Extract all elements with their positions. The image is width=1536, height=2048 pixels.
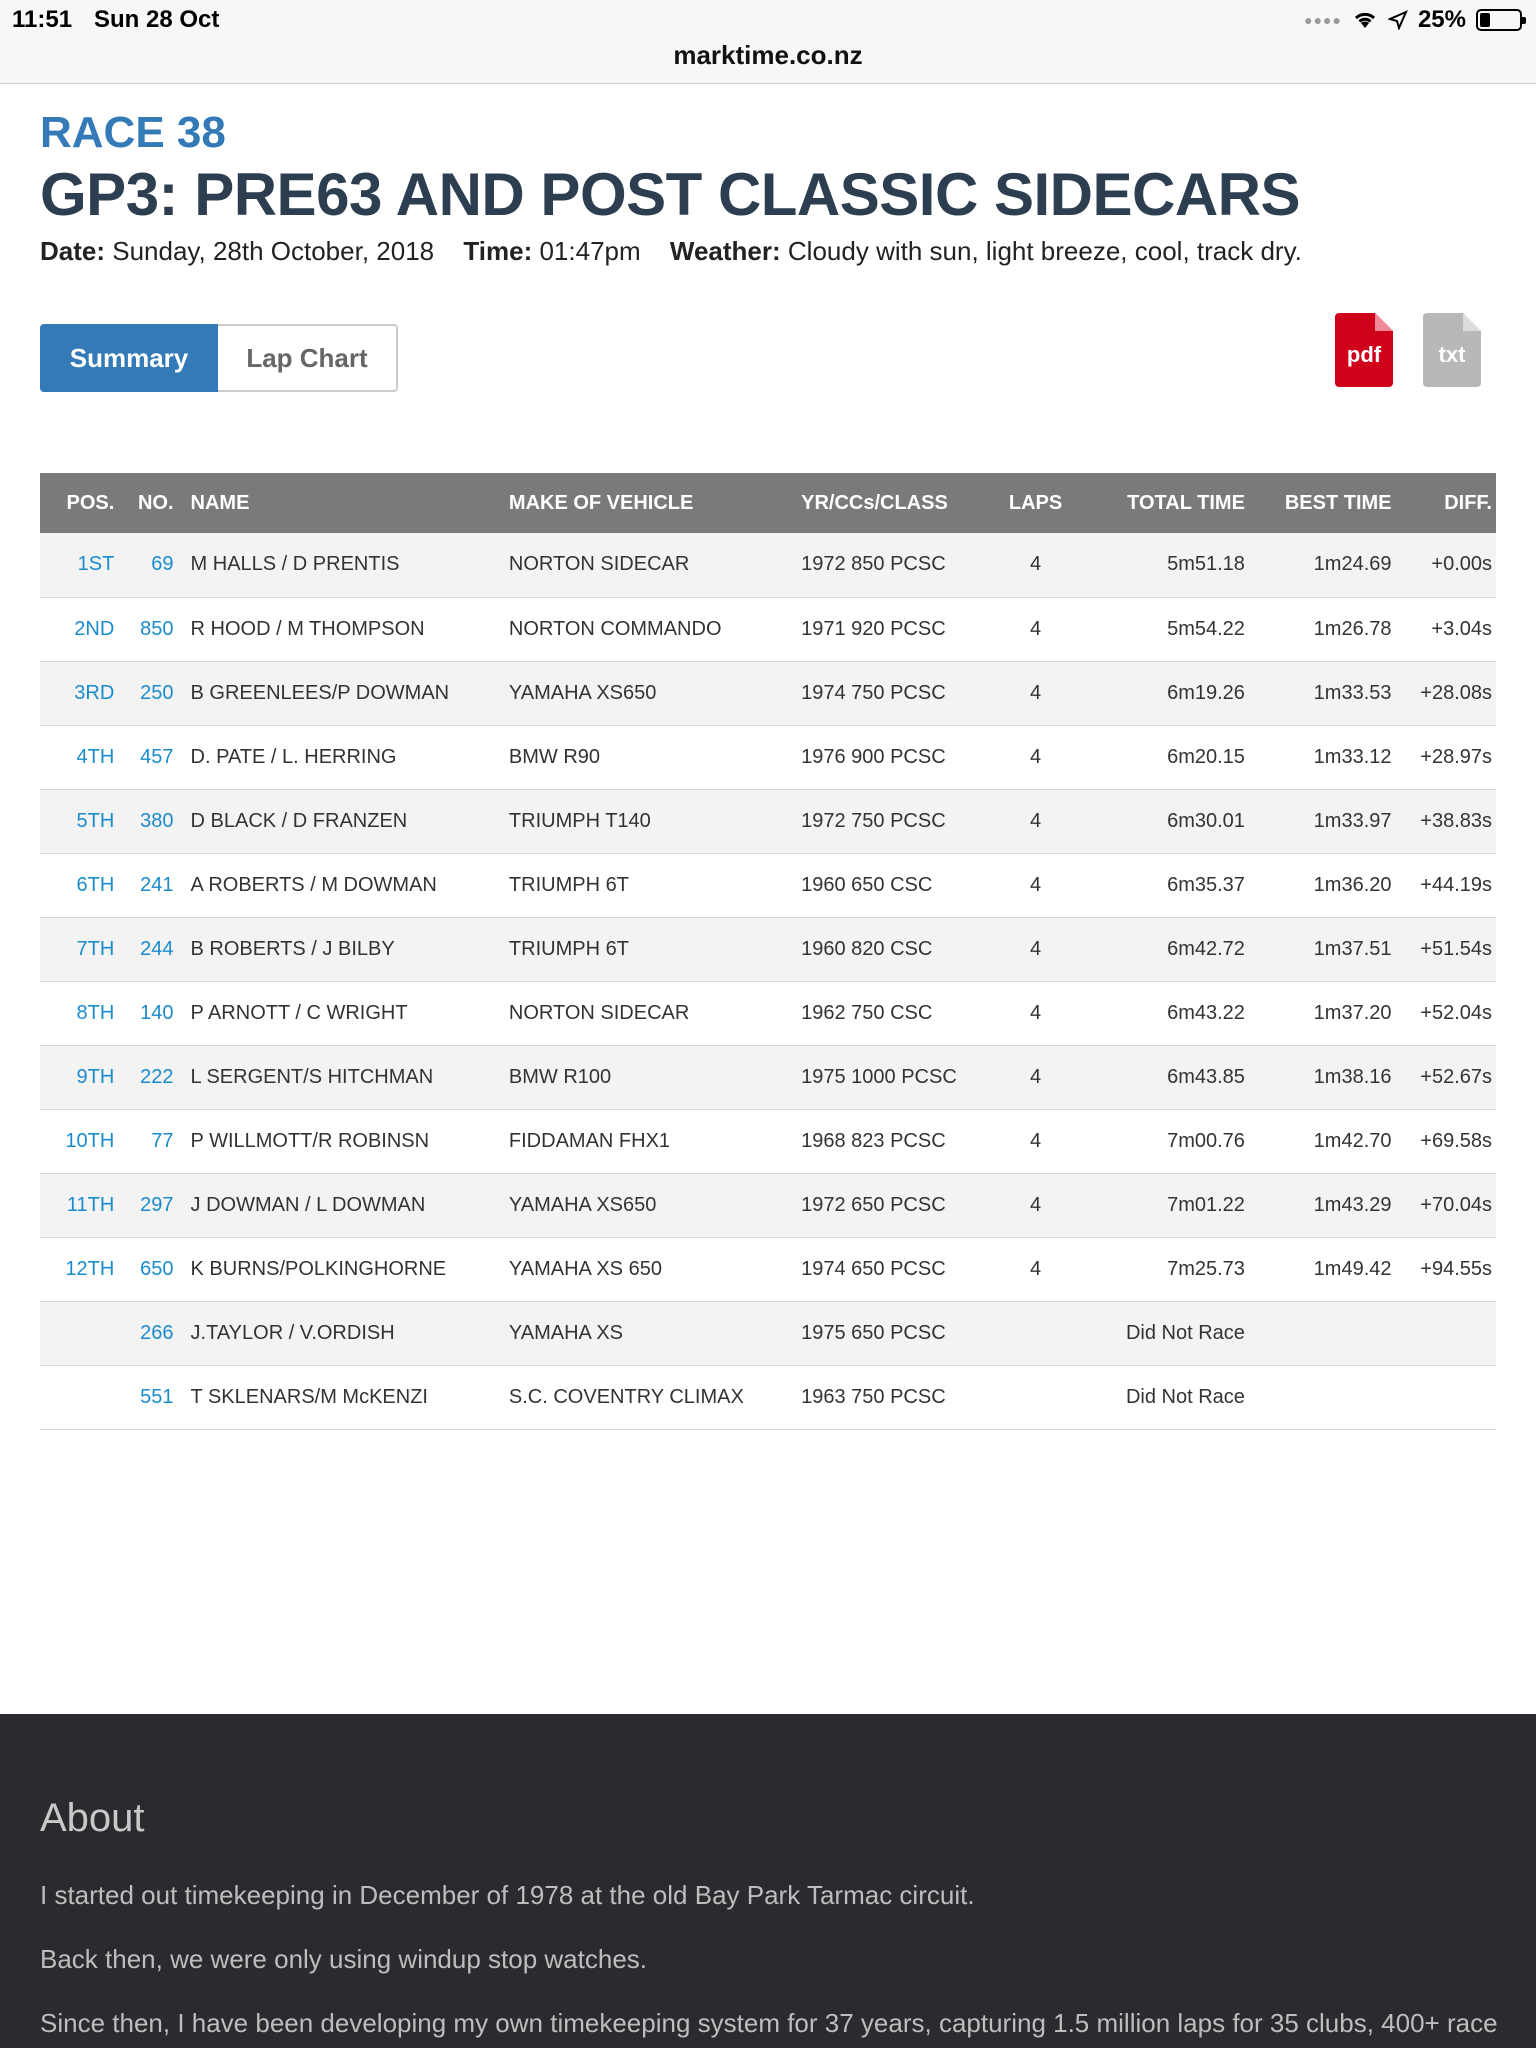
table-row[interactable] — [40, 1173, 1496, 1237]
header-class[interactable]: YR/CCs/CLASS — [801, 491, 948, 514]
cell-no: 457 — [114, 725, 173, 789]
address-bar[interactable] — [0, 40, 1536, 84]
cell-class: 1963 750 PCSC — [801, 1365, 997, 1429]
cell-laps: 4 — [997, 917, 1074, 981]
cell-pos: 12TH — [40, 1237, 114, 1301]
cell-best-time: 1m37.20 — [1245, 981, 1392, 1045]
cell-name-link[interactable]: P WILLMOTT/R ROBINSN — [174, 1109, 509, 1173]
cell-diff: +28.97s — [1392, 725, 1496, 789]
cell-diff: +52.67s — [1392, 1045, 1496, 1109]
header-no[interactable]: NO. — [137, 491, 174, 514]
cell-name-link[interactable]: B ROBERTS / J BILBY — [174, 917, 509, 981]
cell-pos — [40, 1365, 114, 1429]
cell-diff: +28.08s — [1392, 661, 1496, 725]
cell-diff: +44.19s — [1392, 853, 1496, 917]
cell-laps: 4 — [997, 597, 1074, 661]
cell-total-time: Did Not Race — [1074, 1365, 1245, 1429]
status-bar — [0, 0, 1536, 40]
tab-lap-chart[interactable]: Lap Chart — [218, 324, 398, 392]
cell-make: BMW R100 — [509, 1045, 801, 1109]
cell-laps: 4 — [997, 1237, 1074, 1301]
battery-level — [1480, 13, 1490, 27]
cell-pos: 8TH — [40, 981, 114, 1045]
cell-make: TRIUMPH 6T — [509, 917, 801, 981]
cell-diff: +38.83s — [1392, 789, 1496, 853]
cell-name-link[interactable]: K BURNS/POLKINGHORNE — [174, 1237, 509, 1301]
cell-make: TRIUMPH 6T — [509, 853, 801, 917]
cell-pos — [40, 1301, 114, 1365]
cell-pos: 3RD — [40, 661, 114, 725]
cell-make: NORTON SIDECAR — [509, 533, 801, 597]
cell-class: 1972 650 PCSC — [801, 1173, 997, 1237]
race-number: RACE 38 — [40, 108, 226, 157]
table-row[interactable] — [40, 917, 1496, 981]
cell-no: 850 — [114, 597, 173, 661]
cell-total-time: 6m30.01 — [1074, 789, 1245, 853]
cell-best-time — [1245, 1301, 1392, 1365]
header-laps[interactable]: LAPS — [1008, 491, 1063, 514]
table-row[interactable] — [40, 725, 1496, 789]
cell-laps: 4 — [997, 789, 1074, 853]
cell-class: 1960 650 CSC — [801, 853, 997, 917]
battery-percent: 25% — [1417, 6, 1466, 33]
wifi-icon — [1352, 10, 1378, 30]
cell-make: NORTON COMMANDO — [509, 597, 801, 661]
cell-best-time: 1m26.78 — [1245, 597, 1392, 661]
cell-class: 1974 650 PCSC — [801, 1237, 997, 1301]
cell-diff: +51.54s — [1392, 917, 1496, 981]
cell-class: 1974 750 PCSC — [801, 661, 997, 725]
cell-make: YAMAHA XS650 — [509, 1173, 801, 1237]
cell-laps: 4 — [997, 981, 1074, 1045]
cell-class: 1960 820 CSC — [801, 917, 997, 981]
table-row[interactable] — [40, 1045, 1496, 1109]
cell-pos: 6TH — [40, 853, 114, 917]
cell-name-link[interactable]: A ROBERTS / M DOWMAN — [174, 853, 509, 917]
cell-best-time: 1m36.20 — [1245, 853, 1392, 917]
cell-laps: 4 — [997, 853, 1074, 917]
results-body — [40, 533, 1496, 1429]
cell-pos: 1ST — [40, 533, 114, 597]
cell-diff: +70.04s — [1392, 1173, 1496, 1237]
weather-label: Weather: — [669, 236, 781, 266]
table-row[interactable] — [40, 597, 1496, 661]
cell-best-time: 1m37.51 — [1245, 917, 1392, 981]
table-row[interactable] — [40, 853, 1496, 917]
cell-pos: 7TH — [40, 917, 114, 981]
cell-best-time: 1m49.42 — [1245, 1237, 1392, 1301]
cell-name-link[interactable]: R HOOD / M THOMPSON — [174, 597, 509, 661]
table-row[interactable] — [40, 661, 1496, 725]
cell-total-time: 6m19.26 — [1074, 661, 1245, 725]
view-tabs — [40, 324, 398, 392]
cell-no: 266 — [114, 1301, 173, 1365]
table-row[interactable] — [40, 1109, 1496, 1173]
cell-diff — [1392, 1365, 1496, 1429]
cell-no: 650 — [114, 1237, 173, 1301]
tab-summary[interactable]: Summary — [40, 324, 218, 392]
race-meta — [40, 236, 1302, 267]
cell-name-link[interactable]: B GREENLEES/P DOWMAN — [174, 661, 509, 725]
header-best-time[interactable]: BEST TIME — [1284, 491, 1392, 514]
cell-pos: 5TH — [40, 789, 114, 853]
cell-class: 1971 920 PCSC — [801, 597, 997, 661]
cell-make: BMW R90 — [509, 725, 801, 789]
about-paragraph-3: Since then, I have been developing my own timekeeping system for 37 years, capturing 1.5 million laps for 35 clubs, 400+ race — [40, 2008, 1498, 2038]
cell-no: 69 — [114, 533, 173, 597]
cell-laps — [997, 1365, 1074, 1429]
cell-best-time: 1m42.70 — [1245, 1109, 1392, 1173]
table-header-row — [40, 473, 1496, 533]
cell-class: 1968 823 PCSC — [801, 1109, 997, 1173]
cell-class: 1972 850 PCSC — [801, 533, 997, 597]
cell-class: 1972 750 PCSC — [801, 789, 997, 853]
cell-best-time: 1m33.12 — [1245, 725, 1392, 789]
table-row[interactable] — [40, 1237, 1496, 1301]
cell-total-time: 6m35.37 — [1074, 853, 1245, 917]
cell-diff: +52.04s — [1392, 981, 1496, 1045]
cell-no: 140 — [114, 981, 173, 1045]
cell-no: 297 — [114, 1173, 173, 1237]
cell-name-link[interactable]: D. PATE / L. HERRING — [174, 725, 509, 789]
cell-diff: +3.04s — [1392, 597, 1496, 661]
cell-no: 241 — [114, 853, 173, 917]
status-time: 11:51 — [12, 6, 73, 33]
cell-name-link[interactable]: J.TAYLOR / V.ORDISH — [174, 1301, 509, 1365]
cell-no: 250 — [114, 661, 173, 725]
cell-total-time: 7m25.73 — [1074, 1237, 1245, 1301]
cell-laps: 4 — [997, 1173, 1074, 1237]
cell-name-link[interactable]: M HALLS / D PRENTIS — [174, 533, 509, 597]
table-row[interactable] — [40, 533, 1496, 597]
cell-total-time: 5m54.22 — [1074, 597, 1245, 661]
about-paragraph-2: Back then, we were only using windup stop watches. — [40, 1944, 648, 1974]
cell-total-time: Did Not Race — [1074, 1301, 1245, 1365]
header-name[interactable]: NAME — [190, 491, 250, 514]
location-arrow-icon — [1388, 10, 1408, 30]
cell-name-link[interactable]: P ARNOTT / C WRIGHT — [174, 981, 509, 1045]
cell-best-time: 1m43.29 — [1245, 1173, 1392, 1237]
cell-make: FIDDAMAN FHX1 — [509, 1109, 801, 1173]
cell-laps: 4 — [997, 533, 1074, 597]
cell-class: 1976 900 PCSC — [801, 725, 997, 789]
cell-total-time: 6m43.85 — [1074, 1045, 1245, 1109]
cell-pos: 10TH — [40, 1109, 114, 1173]
about-paragraph-1: I started out timekeeping in December of 1978 at the old Bay Park Tarmac circuit. — [40, 1880, 975, 1910]
cell-laps: 4 — [997, 725, 1074, 789]
cell-no: 77 — [114, 1109, 173, 1173]
cell-total-time: 6m42.72 — [1074, 917, 1245, 981]
txt-download-icon[interactable] — [1423, 313, 1481, 387]
cell-laps — [997, 1301, 1074, 1365]
results-table — [40, 473, 1496, 1430]
cell-pos: 4TH — [40, 725, 114, 789]
date-value: Sunday, 28th October, 2018 — [112, 236, 435, 266]
page-title: GP3: PRE63 AND POST CLASSIC SIDECARS — [40, 161, 1301, 228]
cell-diff: +0.00s — [1392, 533, 1496, 597]
time-label: Time: — [463, 236, 533, 266]
cell-laps: 4 — [997, 1045, 1074, 1109]
cell-pos: 9TH — [40, 1045, 114, 1109]
cell-class: 1975 650 PCSC — [801, 1301, 997, 1365]
battery-icon — [1476, 9, 1522, 31]
cell-make: YAMAHA XS 650 — [509, 1237, 801, 1301]
cell-no: 380 — [114, 789, 173, 853]
status-date: Sun 28 Oct — [94, 6, 220, 33]
cell-name-link[interactable]: L SERGENT/S HITCHMAN — [174, 1045, 509, 1109]
header-pos[interactable]: POS. — [66, 491, 115, 514]
date-label: Date: — [40, 236, 106, 266]
cell-make: YAMAHA XS650 — [509, 661, 801, 725]
txt-label: txt — [1438, 342, 1466, 367]
cell-class: 1975 1000 PCSC — [801, 1045, 997, 1109]
cell-total-time: 7m00.76 — [1074, 1109, 1245, 1173]
cell-make: S.C. COVENTRY CLIMAX — [509, 1365, 801, 1429]
cell-total-time: 6m43.22 — [1074, 981, 1245, 1045]
time-value: 01:47pm — [539, 236, 641, 266]
about-heading: About — [40, 1796, 145, 1840]
table-row[interactable] — [40, 1301, 1496, 1365]
header-diff[interactable]: DIFF. — [1444, 491, 1492, 514]
cell-total-time: 5m51.18 — [1074, 533, 1245, 597]
cell-pos: 11TH — [40, 1173, 114, 1237]
pdf-download-icon[interactable] — [1335, 313, 1393, 387]
header-make[interactable]: MAKE OF VEHICLE — [508, 491, 694, 514]
cell-name-link[interactable]: T SKLENARS/M McKENZI — [174, 1365, 509, 1429]
table-row[interactable] — [40, 981, 1496, 1045]
pdf-label: pdf — [1346, 342, 1382, 367]
cell-diff: +69.58s — [1392, 1109, 1496, 1173]
cell-diff — [1392, 1301, 1496, 1365]
cell-pos: 2ND — [40, 597, 114, 661]
cell-best-time — [1245, 1365, 1392, 1429]
weather-value: Cloudy with sun, light breeze, cool, track dry. — [787, 236, 1302, 266]
cell-name-link[interactable]: J DOWMAN / L DOWMAN — [174, 1173, 509, 1237]
cell-no: 551 — [114, 1365, 173, 1429]
cell-best-time: 1m33.97 — [1245, 789, 1392, 853]
cell-total-time: 7m01.22 — [1074, 1173, 1245, 1237]
cell-class: 1962 750 CSC — [801, 981, 997, 1045]
cell-name-link[interactable]: D BLACK / D FRANZEN — [174, 789, 509, 853]
header-total-time[interactable]: TOTAL TIME — [1127, 491, 1245, 514]
cell-best-time: 1m38.16 — [1245, 1045, 1392, 1109]
table-row[interactable] — [40, 1365, 1496, 1429]
cell-make: YAMAHA XS — [509, 1301, 801, 1365]
cell-best-time: 1m33.53 — [1245, 661, 1392, 725]
cell-no: 222 — [114, 1045, 173, 1109]
cell-best-time: 1m24.69 — [1245, 533, 1392, 597]
cell-make: TRIUMPH T140 — [509, 789, 801, 853]
cell-laps: 4 — [997, 661, 1074, 725]
cell-total-time: 6m20.15 — [1074, 725, 1245, 789]
cell-diff: +94.55s — [1392, 1237, 1496, 1301]
cellular-signal-icon: ●●●● — [1304, 12, 1342, 28]
url-text[interactable]: marktime.co.nz — [673, 40, 863, 70]
cell-laps: 4 — [997, 1109, 1074, 1173]
cell-make: NORTON SIDECAR — [509, 981, 801, 1045]
status-right — [1304, 6, 1522, 34]
table-row[interactable] — [40, 789, 1496, 853]
cell-no: 244 — [114, 917, 173, 981]
